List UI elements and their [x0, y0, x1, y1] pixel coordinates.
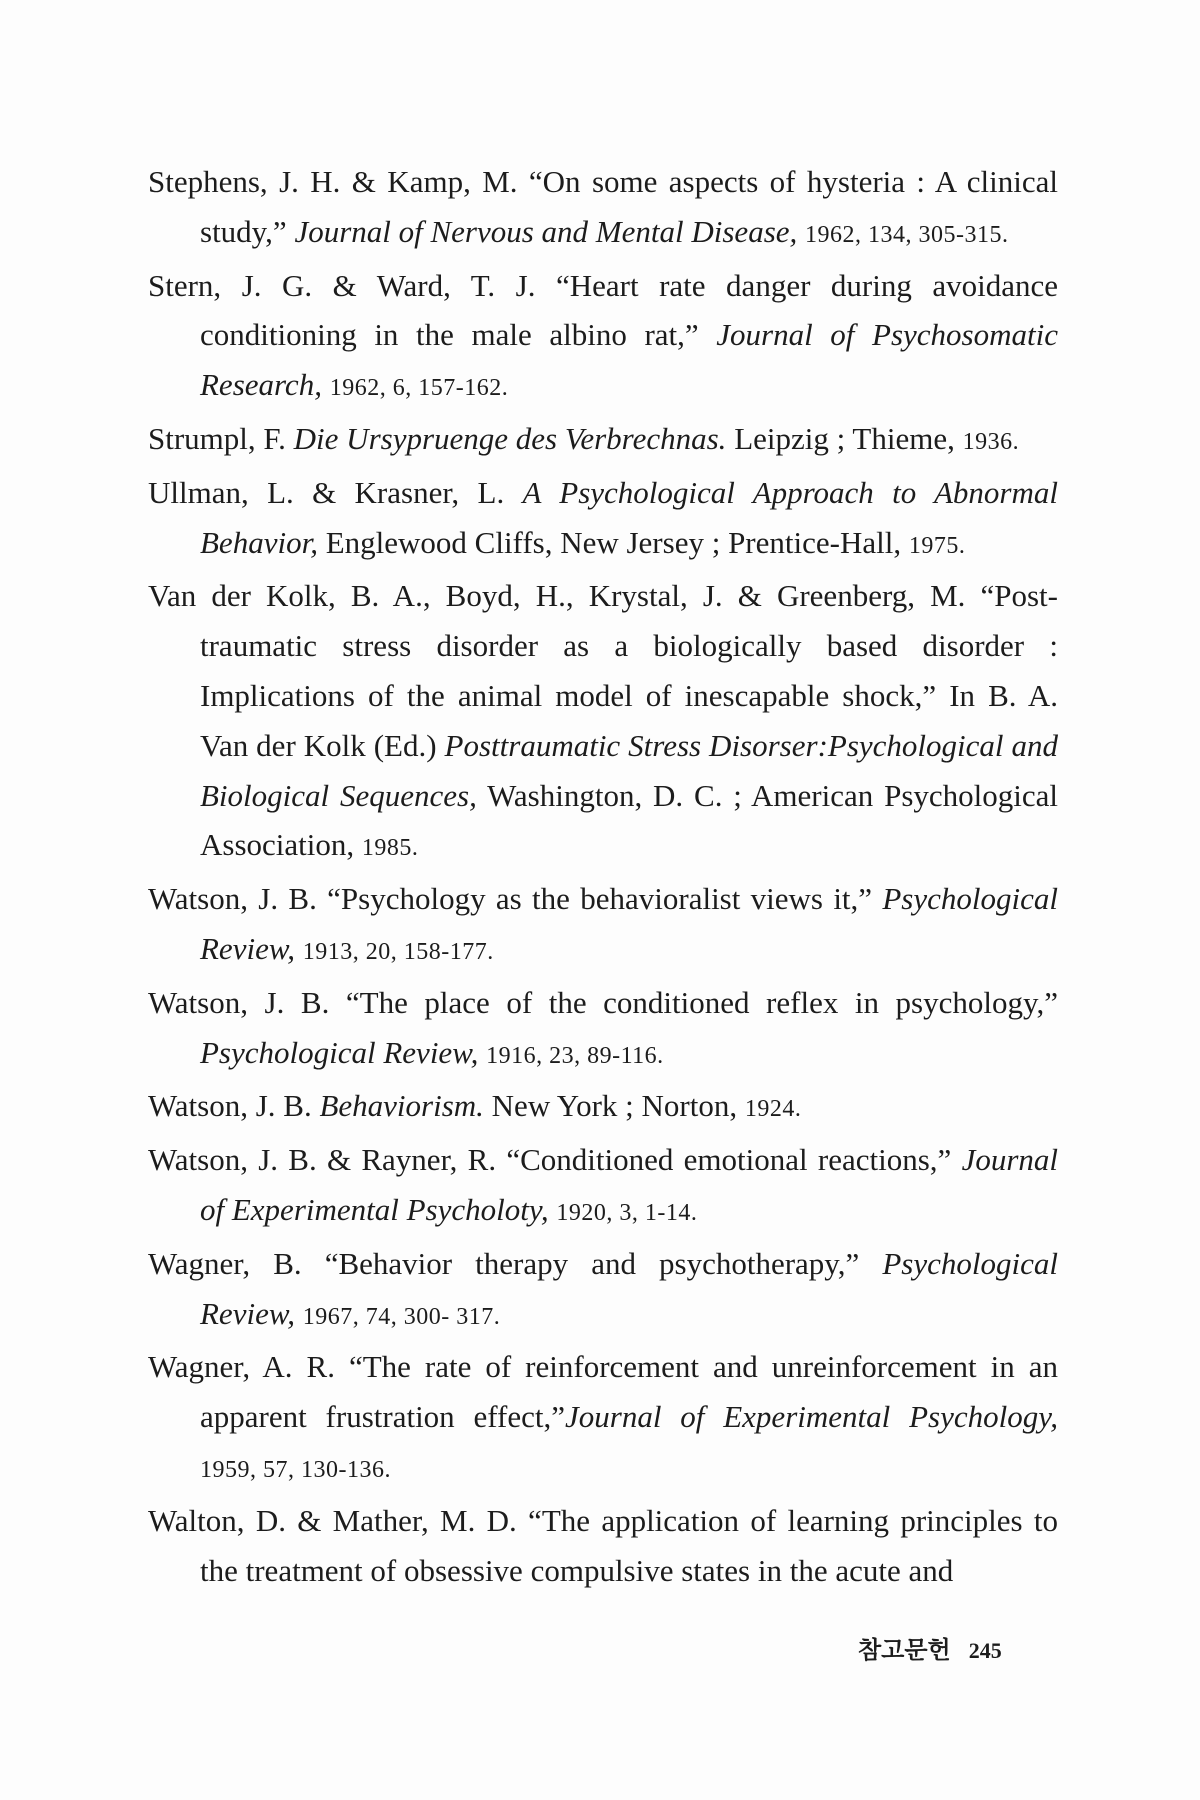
section-title: 참고문헌 [858, 1636, 951, 1664]
reference-entry: Strumpl, F. Die Ursypruenge des Verbrechnas. Leipzig ; Thieme, 1936. [148, 420, 1020, 456]
reference-entry: Watson, J. B. Behaviorism. New York ; Norton, 1924. [148, 1088, 802, 1124]
reference-entry: Watson, J. B. “The place of the conditioned reflex in psychology,” Psychological Review, 1916, 23, 89-116. [148, 984, 1058, 1070]
page-footer [858, 1630, 1002, 1665]
reference-entry: Wagner, B. “Behavior therapy and psychotherapy,” Psychological Review, 1967, 74, 300- 317. [148, 1245, 1058, 1331]
reference-entry: Ullman, L. & Krasner, L. A Psychological Approach to Abnormal Behavior, Englewood Cliffs, New Jersey ; Prentice-Hall, 1975. [148, 474, 1058, 560]
reference-entry: Walton, D. & Mather, M. D. “The application of learning principles to the treatment of obsessive compulsive states in the acute and [148, 1502, 1058, 1588]
reference-entry: Watson, J. B. “Psychology as the behavioralist views it,” Psychological Review, 1913, 20, 158-177. [148, 881, 1058, 966]
reference-list [148, 157, 1058, 1599]
reference-entry: Stern, J. G. & Ward, T. J. “Heart rate danger during avoidance conditioning in the male albino rat,” Journal of Psychosomatic Research, 1962, 6, 157-162. [148, 267, 1058, 403]
reference-entry: Stephens, J. H. & Kamp, M. “On some aspects of hysteria : A clinical study,” Journal of Nervous and Mental Disease, 1962, 134, 305-315. [148, 164, 1058, 249]
reference-entry: Watson, J. B. & Rayner, R. “Conditioned emotional reactions,” Journal of Experimental Psycholoty, 1920, 3, 1-14. [148, 1142, 1058, 1227]
reference-entry: Van der Kolk, B. A., Boyd, H., Krystal, J. & Greenberg, M. “Post-traumatic stress disorder as a biologically based disorder : Implications of the animal model of inescapable shock,” In B. A. Van der Kolk (Ed.) Posttraumatic Stress Disorser:Psychological and Biological Sequences, Washington, D. C. ; American Psychological Association, 1985. [148, 578, 1058, 863]
reference-entry: Wagner, A. R. “The rate of reinforcement and unreinforcement in an apparent frustration effect,”Journal of Experimental Psychology, 1959, 57, 130-136. [148, 1349, 1059, 1483]
page-number: 245 [968, 1638, 1002, 1663]
